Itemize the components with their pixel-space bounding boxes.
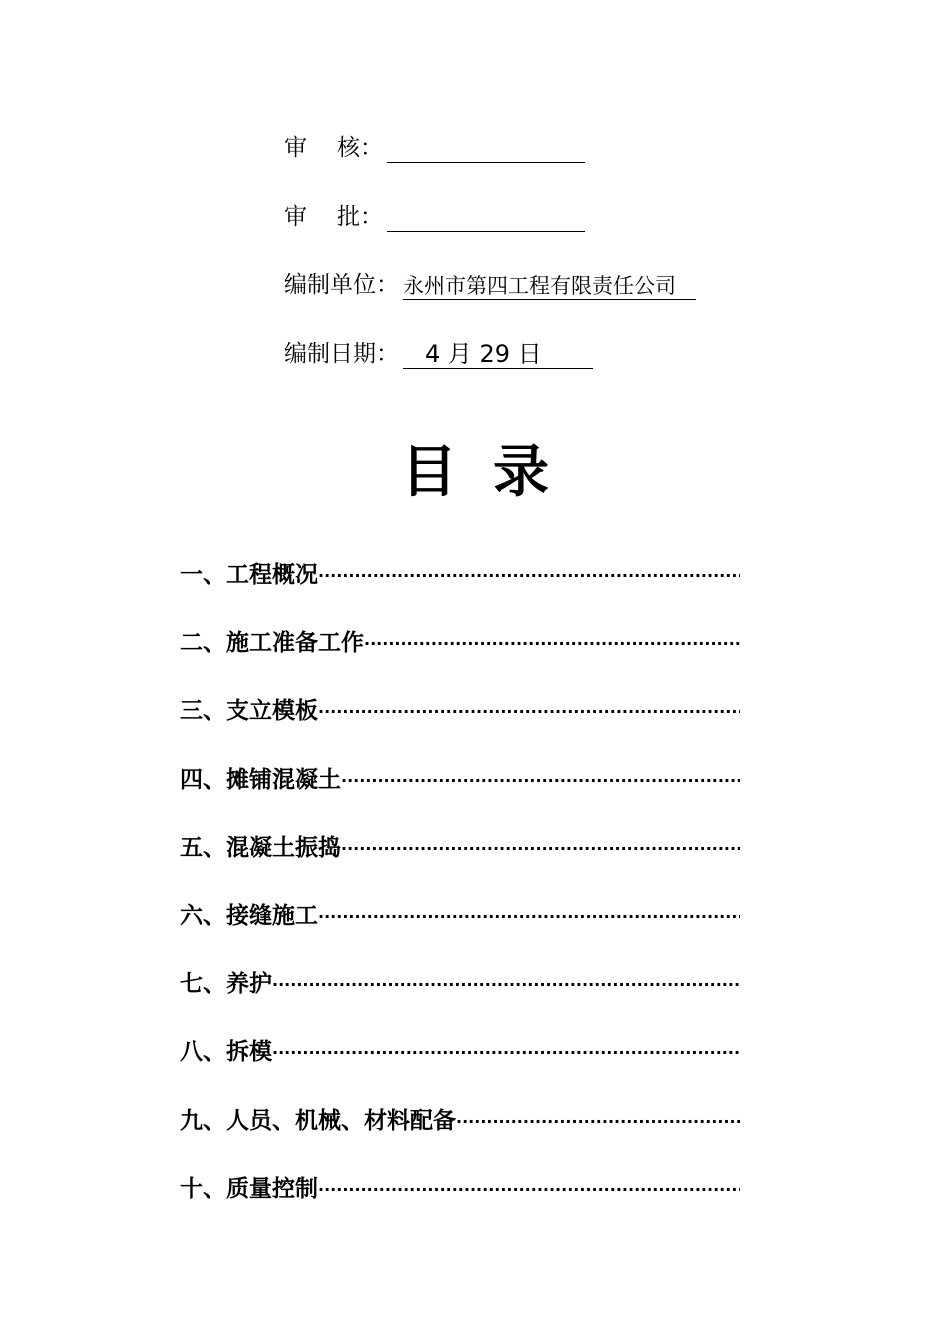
review-label-second: 核： <box>337 135 383 161</box>
toc-item-label: 四、摊铺混凝土 <box>180 766 341 793</box>
toc-item[interactable] <box>180 628 740 696</box>
toc-leader-dots <box>456 1106 740 1137</box>
toc-item-label: 八、拆模 <box>180 1039 272 1066</box>
toc-item[interactable] <box>180 696 740 764</box>
toc-leader-dots <box>364 628 740 659</box>
toc-item[interactable] <box>180 1037 740 1105</box>
approve-blank-field[interactable] <box>387 207 585 232</box>
date-line <box>284 339 593 369</box>
toc-item[interactable] <box>180 1106 740 1174</box>
toc-leader-dots <box>318 901 740 932</box>
toc-item-label: 六、接缝施工 <box>180 902 318 929</box>
toc-item[interactable] <box>180 560 740 628</box>
unit-value: 永州市第四工程有限责任公司 <box>403 273 696 300</box>
toc-leader-dots <box>341 833 740 864</box>
toc-item-label: 五、混凝土振捣 <box>180 834 341 861</box>
toc-item-label: 三、支立模板 <box>180 698 318 725</box>
unit-line <box>284 270 696 300</box>
toc-title: 目录 <box>401 440 585 505</box>
toc-item[interactable] <box>180 765 740 833</box>
toc-leader-dots <box>318 696 740 727</box>
toc-item[interactable] <box>180 833 740 901</box>
toc-item-label: 十、质量控制 <box>180 1175 318 1202</box>
toc-item-label: 一、工程概况 <box>180 562 318 588</box>
date-value: 4 月 29 日 <box>425 340 542 368</box>
toc-leader-dots <box>318 560 740 591</box>
date-field <box>403 340 593 369</box>
review-line <box>284 133 585 163</box>
toc-item[interactable] <box>180 901 740 969</box>
toc-item[interactable] <box>180 969 740 1037</box>
review-label-first: 审 <box>284 135 307 161</box>
review-blank-field[interactable] <box>387 138 585 163</box>
approve-line <box>284 202 585 232</box>
toc-item-label: 九、人员、机械、材料配备 <box>180 1107 456 1134</box>
toc-item-label: 二、施工准备工作 <box>180 630 364 657</box>
toc-item-label: 七、养护 <box>180 971 272 998</box>
toc-leader-dots <box>272 1037 740 1068</box>
approve-label-first: 审 <box>284 204 307 230</box>
approve-label-second: 批： <box>337 204 383 230</box>
toc-leader-dots <box>341 765 740 796</box>
toc-item[interactable] <box>180 1174 740 1242</box>
unit-label: 编制单位： <box>284 272 399 298</box>
date-label: 编制日期： <box>284 341 399 367</box>
toc-list <box>180 560 740 1242</box>
toc-leader-dots <box>318 1174 740 1205</box>
toc-leader-dots <box>272 969 740 1000</box>
